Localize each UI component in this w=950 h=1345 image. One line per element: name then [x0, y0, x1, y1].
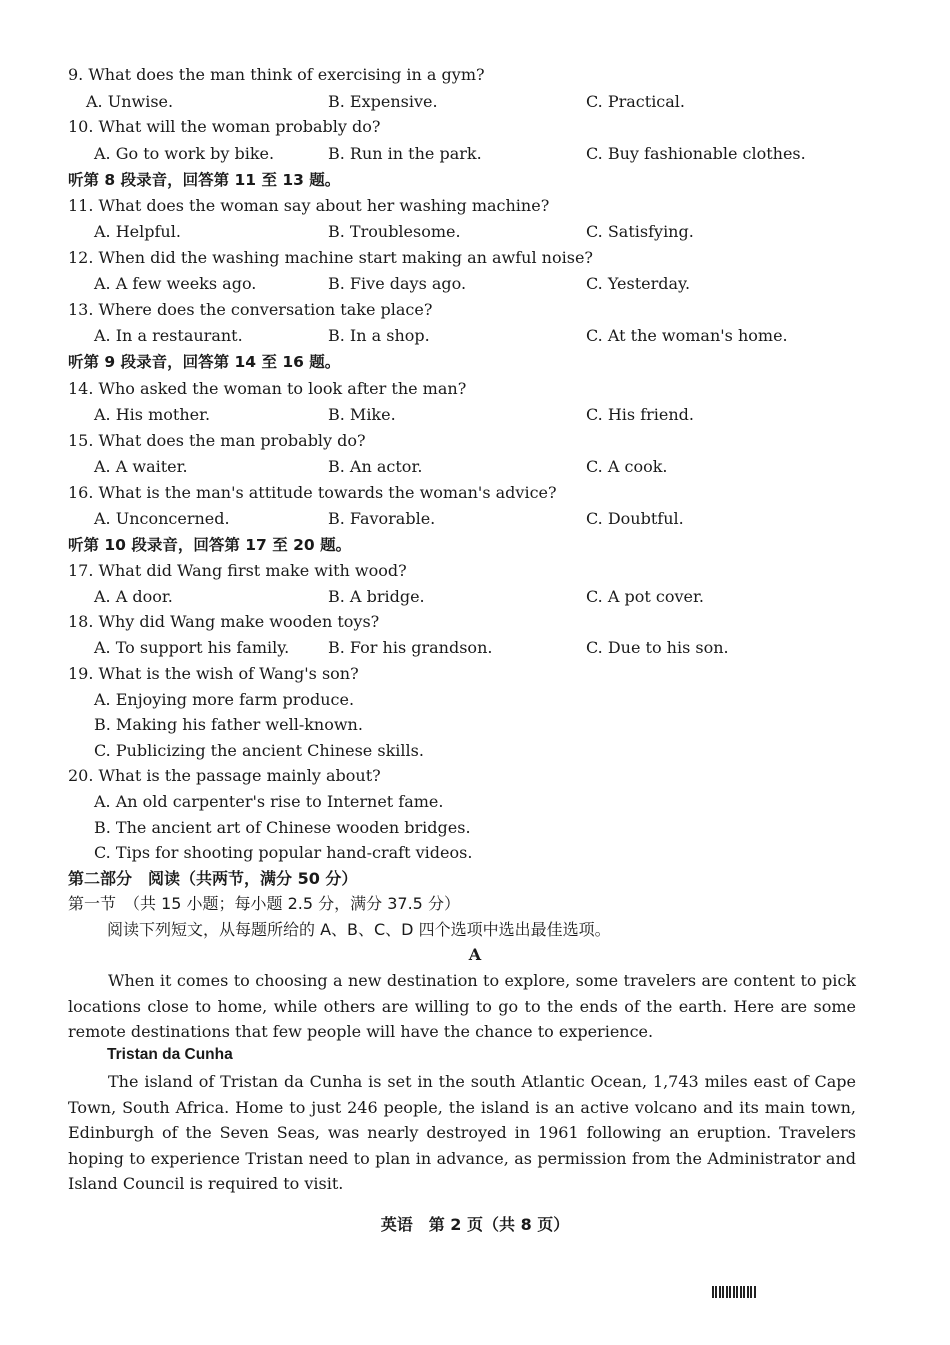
option-a: A. A waiter.: [94, 457, 188, 476]
section-1-heading: 第一节 （共 15 小题；每小题 2.5 分，满分 37.5 分）: [68, 894, 460, 913]
question-number: 15.: [68, 431, 94, 450]
question-number: 14.: [68, 379, 94, 398]
option-b: B. The ancient art of Chinese wooden bridges.: [94, 818, 471, 837]
question-9: [68, 62, 485, 88]
question-18: [68, 609, 379, 635]
option-a: A. A door.: [94, 587, 173, 606]
option-a: A. Unwise.: [86, 92, 174, 111]
options-17: [0, 584, 950, 610]
question-text: What is the man's attitude towards the woman's advice?: [98, 483, 557, 502]
question-number: 19.: [68, 664, 94, 683]
question-number: 11.: [68, 196, 94, 215]
options-15: [0, 454, 950, 480]
option-c: C. At the woman's home.: [586, 326, 788, 345]
option-a: A. His mother.: [94, 405, 211, 424]
option-a: A. A few weeks ago.: [94, 274, 257, 293]
options-18: [0, 635, 950, 661]
passage-intro: When it comes to choosing a new destination to explore, some travelers are content to pick locations close to home, while others are willing to go to the ends of the earth. Here are some remote destinations that few people will have the chance to experience.: [68, 971, 856, 1042]
question-17: [68, 558, 407, 584]
question-text: What does the woman say about her washing machine?: [98, 196, 550, 215]
option-c: C. Buy fashionable clothes.: [586, 144, 806, 163]
page-footer: 英语 第 2 页（共 8 页）: [380, 1215, 570, 1234]
question-10: [68, 114, 380, 140]
question-20: [68, 763, 381, 789]
options-11: [0, 219, 950, 245]
part-2-heading: 第二部分 阅读（共两节，满分 50 分）: [68, 869, 358, 888]
option-c: C. Tips for shooting popular hand-craft videos.: [94, 843, 473, 862]
question-number: 20.: [68, 766, 94, 785]
option-c: C. A cook.: [586, 457, 668, 476]
options-13: [0, 323, 950, 349]
question-text: Why did Wang make wooden toys?: [98, 612, 380, 631]
question-text: What does the man probably do?: [98, 431, 366, 450]
question-number: 16.: [68, 483, 94, 502]
qr-code-mark: [712, 1286, 756, 1298]
question-text: Who asked the woman to look after the man?: [98, 379, 467, 398]
reading-direction: 阅读下列短文，从每题所给的 A、B、C、D 四个选项中选出最佳选项。: [107, 920, 611, 939]
question-14: [68, 376, 466, 402]
options-14: [0, 402, 950, 428]
option-c: C. A pot cover.: [586, 587, 704, 606]
option-c: C. Doubtful.: [586, 509, 684, 528]
option-a: A. Unconcerned.: [94, 509, 230, 528]
option-c: C. Publicizing the ancient Chinese skills.: [94, 741, 424, 760]
option-b: B. Five days ago.: [328, 274, 467, 293]
option-a: A. Go to work by bike.: [94, 144, 275, 163]
option-a: A. Enjoying more farm produce.: [94, 690, 355, 709]
passage-label: A: [468, 945, 482, 964]
question-text: What is the passage mainly about?: [98, 766, 381, 785]
question-number: 10.: [68, 117, 94, 136]
option-b: B. Making his father well-known.: [94, 715, 363, 734]
question-13: [68, 297, 432, 323]
question-text: What did Wang first make with wood?: [98, 561, 407, 580]
question-number: 12.: [68, 248, 94, 267]
option-b: B. Run in the park.: [328, 144, 482, 163]
option-a: A. An old carpenter's rise to Internet fame.: [94, 792, 444, 811]
options-12: [0, 271, 950, 297]
options-16: [0, 506, 950, 532]
passage-body: The island of Tristan da Cunha is set in the south Atlantic Ocean, 1,743 miles east of Cape Town, South Africa. Home to just 246 people, the island is an active volcano and its main town, Edinburgh of the Seven Seas, was nearly destroyed in 1961 following an eruption. Travelers hoping to experience Tristan need to plan in advance, as permission from the Administrator and Island Council is required to visit.: [68, 1072, 856, 1194]
question-text: Where does the conversation take place?: [98, 300, 433, 319]
option-a: A. To support his family.: [94, 638, 290, 657]
question-text: What will the woman probably do?: [98, 117, 381, 136]
option-b: B. Troublesome.: [328, 222, 461, 241]
option-b: B. Mike.: [328, 405, 396, 424]
option-b: B. An actor.: [328, 457, 423, 476]
option-b: B. Favorable.: [328, 509, 436, 528]
passage-subtitle: Tristan da Cunha: [107, 1046, 233, 1063]
question-number: 18.: [68, 612, 94, 631]
question-11: [68, 193, 549, 219]
options-10: [0, 141, 950, 167]
segment-10-instruction: 听第 10 段录音，回答第 17 至 20 题。: [68, 536, 352, 554]
option-a: A. Helpful.: [94, 222, 181, 241]
option-b: B. Expensive.: [328, 92, 438, 111]
option-b: B. In a shop.: [328, 326, 430, 345]
option-c: C. His friend.: [586, 405, 694, 424]
question-16: [68, 480, 557, 506]
question-text: When did the washing machine start making an awful noise?: [98, 248, 593, 267]
option-c: C. Due to his son.: [586, 638, 729, 657]
option-c: C. Practical.: [586, 92, 686, 111]
question-12: [68, 245, 593, 271]
option-c: C. Satisfying.: [586, 222, 694, 241]
segment-8-instruction: 听第 8 段录音，回答第 11 至 13 题。: [68, 171, 341, 189]
options-9: [0, 89, 950, 115]
option-c: C. Yesterday.: [586, 274, 691, 293]
question-19: [68, 661, 359, 687]
question-number: 13.: [68, 300, 94, 319]
question-15: [68, 428, 366, 454]
option-b: B. A bridge.: [328, 587, 425, 606]
question-number: 17.: [68, 561, 94, 580]
option-a: A. In a restaurant.: [94, 326, 243, 345]
question-text: What is the wish of Wang's son?: [98, 664, 359, 683]
question-number: 9.: [68, 65, 84, 84]
option-b: B. For his grandson.: [328, 638, 493, 657]
question-text: What does the man think of exercising in a gym?: [88, 65, 485, 84]
segment-9-instruction: 听第 9 段录音，回答第 14 至 16 题。: [68, 353, 341, 371]
